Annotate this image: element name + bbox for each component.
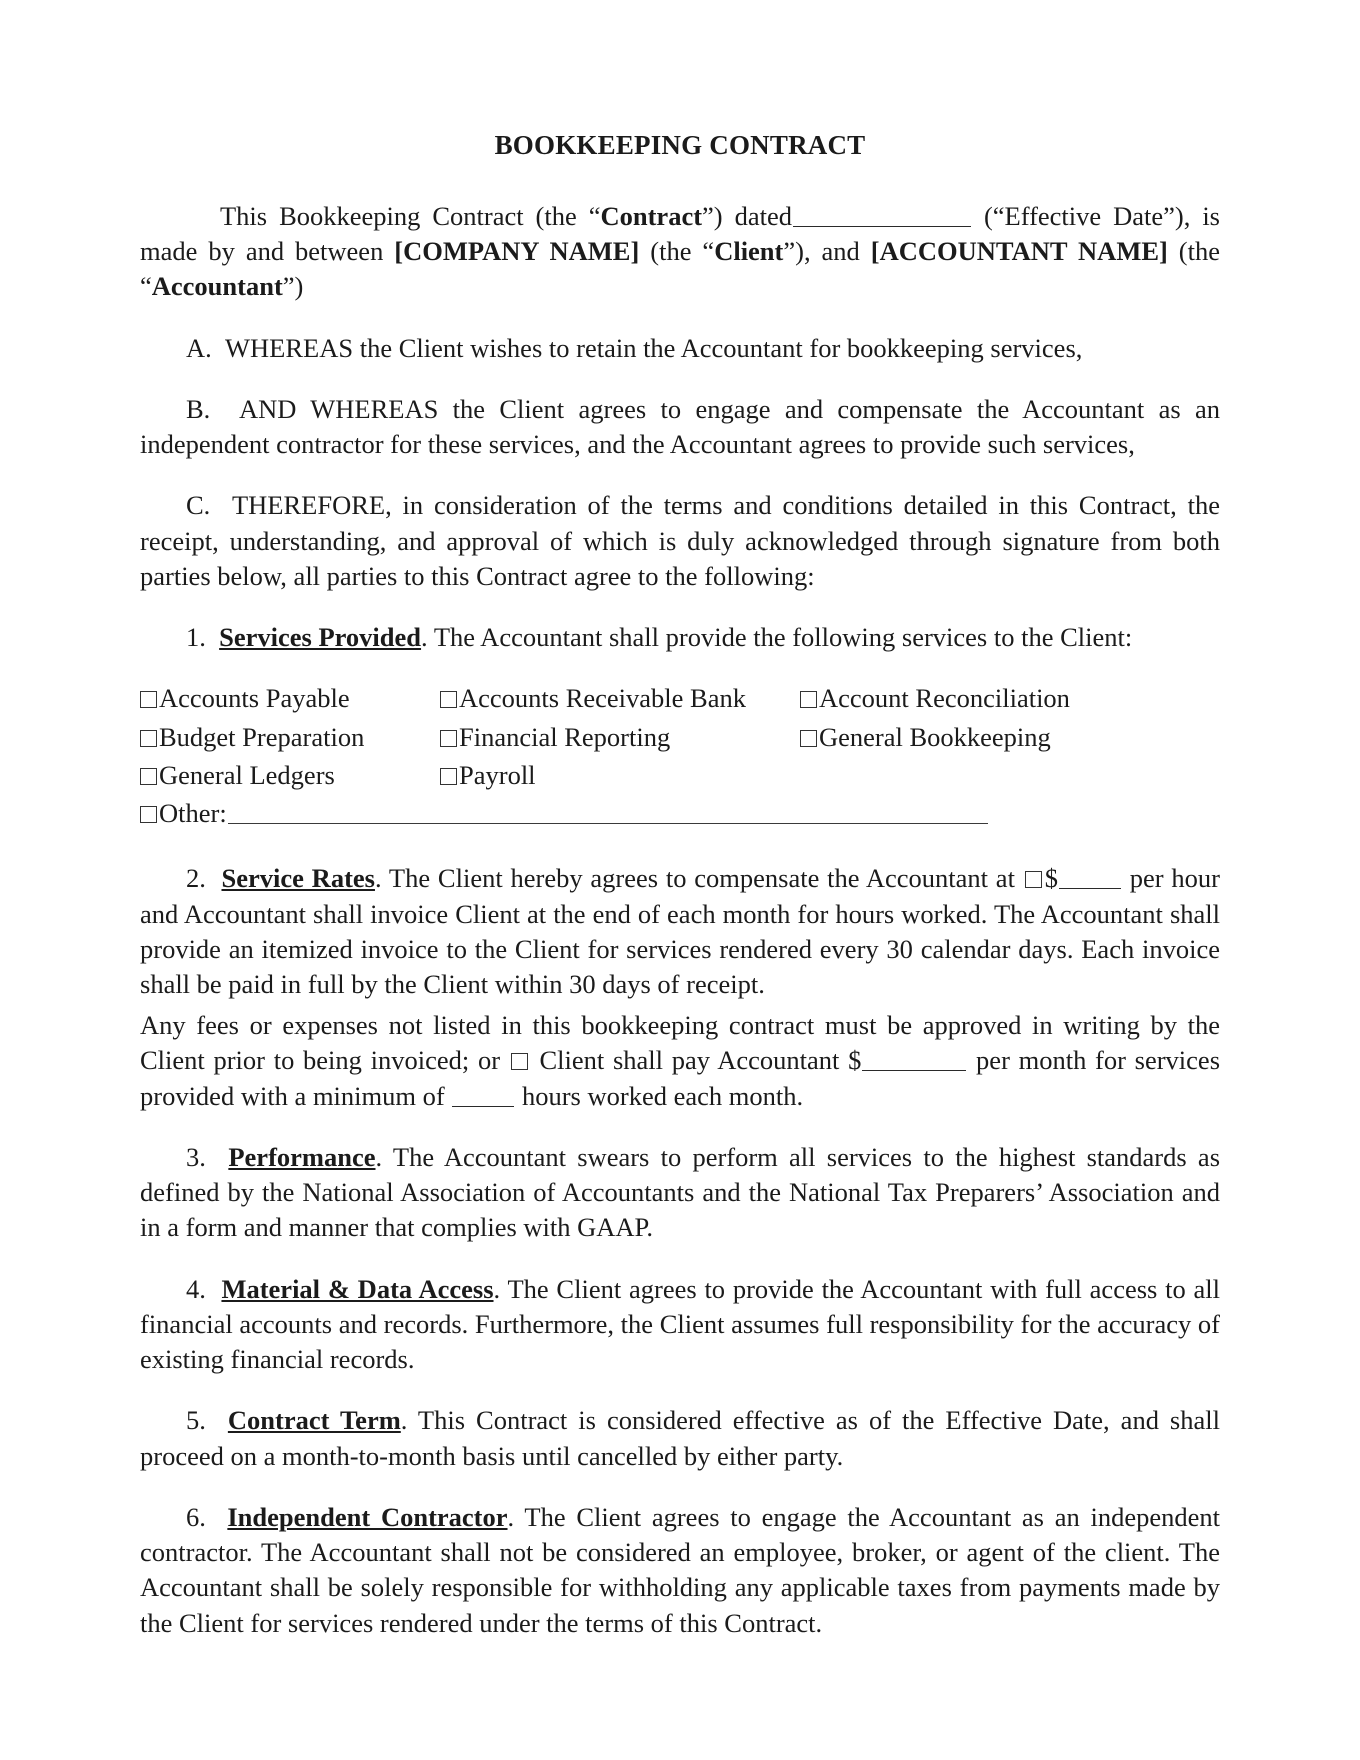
checkbox-option-general-bookkeeping[interactable]	[800, 720, 1051, 755]
intro-seg-1: This Bookkeeping Contract (the “	[220, 201, 601, 231]
accountant-name-placeholder[interactable]: [ACCOUNTANT NAME]	[870, 236, 1168, 267]
checkbox-label: Payroll	[459, 759, 536, 790]
company-name-placeholder[interactable]: [COMPANY NAME]	[394, 236, 640, 267]
recital-c-marker: C.	[186, 490, 211, 521]
clause-contract-term	[140, 1403, 1220, 1473]
checkbox-label: General Ledgers	[159, 759, 335, 790]
clause-3-number: 3.	[186, 1141, 206, 1172]
intro-paragraph	[140, 199, 1220, 305]
monthly-rate-checkbox-icon[interactable]	[511, 1053, 528, 1070]
recital-c	[140, 488, 1220, 594]
accountant-term-bold: Accountant	[151, 271, 283, 302]
clause-2-text-a: . The Client hereby agrees to compensate the Accountant at	[374, 863, 1023, 894]
clause-4-text: . The Client agrees to provide the Accountant with full access to all financial accounts and records. Furthermore, the Client assumes full responsibility for the accuracy of existing financial records.	[140, 1273, 1221, 1375]
effective-date-blank[interactable]	[793, 201, 971, 227]
checkbox-label: Accounts Payable	[159, 683, 350, 714]
checkbox-option-general-ledgers[interactable]	[140, 758, 440, 793]
clause-material-data-access	[140, 1272, 1220, 1378]
checkbox-icon[interactable]	[140, 730, 157, 747]
clause-service-rates-continued	[140, 1008, 1220, 1114]
checkbox-icon[interactable]	[140, 691, 157, 708]
intro-seg-4: (the “	[639, 236, 715, 267]
checkbox-option-other[interactable]	[140, 796, 1220, 831]
clause-2-number: 2.	[186, 863, 206, 894]
checkbox-label: Accounts Receivable Bank	[459, 683, 746, 714]
hourly-rate-blank[interactable]	[1059, 863, 1121, 889]
checkbox-label: Financial Reporting	[459, 721, 671, 752]
clause-1-number: 1.	[186, 622, 206, 653]
clause-1-lead-text: . The Accountant shall provide the following services to the Client:	[421, 622, 1133, 653]
checkbox-icon[interactable]	[440, 768, 457, 785]
checkbox-icon[interactable]	[140, 768, 157, 785]
clause-6-heading: Independent Contractor	[227, 1501, 508, 1532]
recital-b-marker: B.	[186, 393, 211, 424]
other-service-blank[interactable]	[228, 798, 988, 824]
hourly-rate-checkbox-icon[interactable]	[1025, 871, 1042, 888]
intro-seg-6: (the “	[140, 236, 1221, 302]
recital-b-text: AND WHEREAS the Client agrees to engage and compensate the Accountant as an independent contractor for these services, and the Accountant agrees to provide such services,	[140, 393, 1220, 460]
clause-6-text: . The Client agrees to engage the Accountant as an independent contractor. The Accountant shall not be considered an employee, broker, or agent of the client. The Accountant shall be solely responsible for withholding any applicable taxes from payments made by the Client for services rendered under the terms of this Contract.	[140, 1501, 1220, 1638]
clause-performance	[140, 1140, 1220, 1246]
clause-service-rates	[140, 861, 1220, 1002]
clause-5-text: . This Contract is considered effective as of the Effective Date, and shall proceed on a month-to-month basis until cancelled by either party.	[140, 1405, 1220, 1471]
checkbox-icon[interactable]	[800, 730, 817, 747]
clause-2-text-d: Client shall pay Accountant $	[530, 1045, 862, 1076]
clause-2-text-f: hours worked each month.	[515, 1080, 804, 1111]
checkbox-option-accounts-receivable-bank[interactable]	[440, 681, 800, 716]
client-term-bold: Client	[714, 236, 784, 267]
clause-1-heading: Services Provided	[219, 622, 422, 653]
intro-seg-7: ”)	[282, 271, 304, 302]
clause-2-heading: Service Rates	[221, 863, 375, 894]
recital-a	[140, 331, 1220, 366]
clause-3-text: . The Accountant swears to perform all services to the highest standards as defined by the National Association of Accountants and the National Tax Preparers’ Association and in a form and manner that complies with GAAP.	[140, 1141, 1221, 1243]
checkbox-label: General Bookkeeping	[819, 721, 1051, 752]
checkbox-label: Account Reconciliation	[819, 683, 1070, 714]
clause-services-provided	[140, 620, 1220, 655]
services-checkbox-grid	[140, 681, 1220, 831]
checkbox-option-budget-preparation[interactable]	[140, 720, 440, 755]
clause-5-heading: Contract Term	[227, 1405, 401, 1436]
checkbox-option-payroll[interactable]	[440, 758, 800, 793]
checkbox-label: Budget Preparation	[159, 721, 365, 752]
recital-a-marker: A.	[186, 332, 212, 363]
recital-c-text: THEREFORE, in consideration of the terms and conditions detailed in this Contract, the receipt, understanding, and approval of which is duly acknowledged through signature from both parties below, all parties to this Contract agree to the following:	[140, 490, 1220, 591]
services-row-2	[140, 720, 1220, 755]
minimum-hours-blank[interactable]	[452, 1081, 514, 1107]
checkbox-icon[interactable]	[440, 730, 457, 747]
recital-b	[140, 392, 1220, 462]
services-row-3	[140, 758, 1220, 793]
clause-6-number: 6.	[186, 1501, 206, 1532]
checkbox-icon[interactable]	[800, 691, 817, 708]
intro-seg-5: ”), and	[783, 236, 871, 267]
clause-5-number: 5.	[186, 1405, 206, 1436]
clause-3-heading: Performance	[228, 1141, 376, 1172]
clause-2-text-b: per hour and Accountant shall invoice Client at the end of each month for hours worked. The Accountant shall provide an itemized invoice to the Client for services rendered every 30 calendar days. Each invoice shall be paid in full by the Client within 30 days of receipt.	[140, 863, 1220, 999]
clause-2-dollar-sign: $	[1044, 863, 1058, 894]
intro-seg-3: (“Effective Date”), is made by and between	[140, 201, 1220, 267]
page-title: BOOKKEEPING CONTRACT	[494, 130, 866, 160]
checkbox-option-account-reconciliation[interactable]	[800, 681, 1070, 716]
intro-seg-2: ”) dated	[702, 201, 792, 231]
checkbox-option-accounts-payable[interactable]	[140, 681, 440, 716]
services-row-1	[140, 681, 1220, 716]
other-label: Other:	[159, 798, 227, 829]
contract-term-bold: Contract	[600, 201, 703, 231]
clause-4-heading: Material & Data Access	[221, 1273, 494, 1304]
checkbox-icon[interactable]	[440, 691, 457, 708]
clause-2-text-e: per month for services provided with a minimum of	[140, 1045, 1221, 1111]
recital-a-text: WHEREAS the Client wishes to retain the Accountant for bookkeeping services,	[225, 332, 1083, 363]
clause-2-text-c: Any fees or expenses not listed in this bookkeeping contract must be approved in writing by the Client prior to being invoiced; or	[140, 1010, 1220, 1076]
monthly-fee-blank[interactable]	[862, 1045, 966, 1071]
checkbox-option-financial-reporting[interactable]	[440, 720, 800, 755]
clause-independent-contractor	[140, 1500, 1220, 1641]
clause-4-number: 4.	[186, 1273, 206, 1304]
checkbox-icon[interactable]	[140, 806, 157, 823]
